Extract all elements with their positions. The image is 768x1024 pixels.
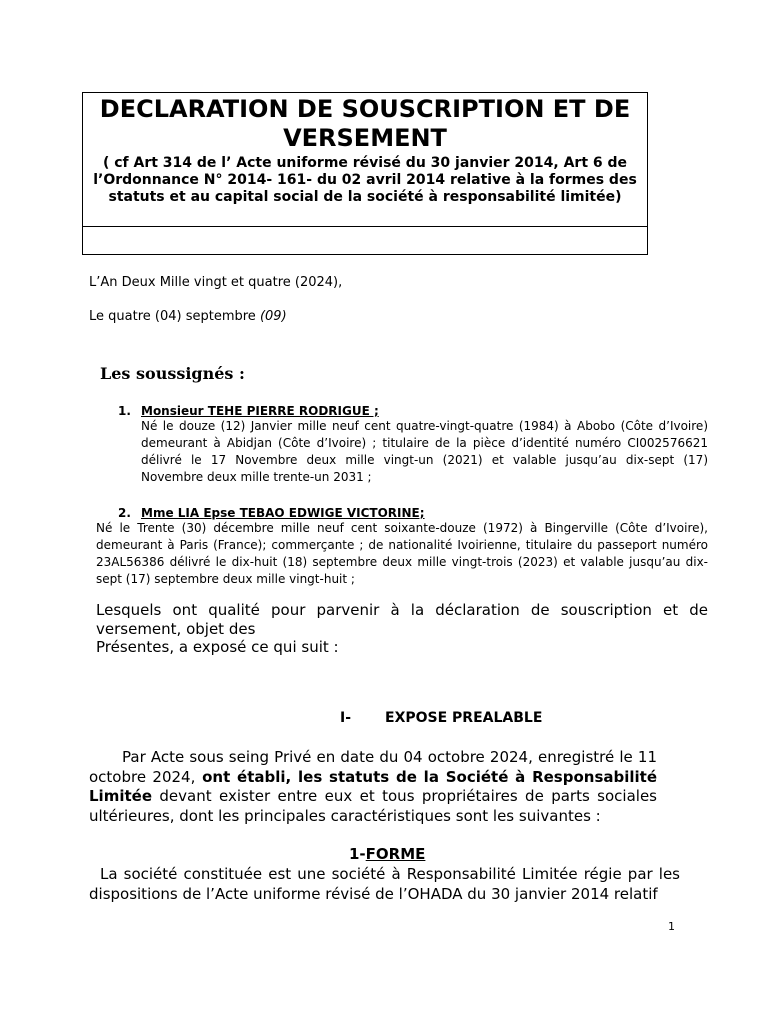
person-2-name: Mme LIA Epse TEBAO EDWIGE VICTORINE; bbox=[141, 506, 425, 520]
forme-title: FORME bbox=[365, 845, 426, 863]
title-box-header bbox=[83, 93, 647, 227]
expose-text-bold: ont établi, les statuts de la Société à Responsabilité Limitée bbox=[89, 767, 657, 805]
person-2-details: Né le Trente (30) décembre mille neuf cent soixante-douze (1972) à Bingerville (Côte d’Ivoire), demeurant à Paris (France); commerçante ; de nationalité Ivoirienne, titulaire du passeport numéro 23AL56386 délivré le dix-huit (18) septembre deux mille vingt-trois (2023) et valable jusqu’au dix-sept (17) septembre deux mille vingt-huit ; bbox=[96, 521, 708, 586]
forme-number: 1- bbox=[349, 845, 366, 863]
document-subtitle: ( cf Art 314 de l’ Acte uniforme révisé du 30 janvier 2014, Art 6 de l’Ordonnance N° 2014- 161- du 02 avril 2014 relative à la formes des statuts et au capital social de la société à responsabilité limitée) bbox=[93, 155, 637, 205]
person-1-details: Né le douze (12) Janvier mille neuf cent quatre-vingt-quatre (1984) à Abobo (Côte d’Ivoire) demeurant à Abidjan (Côte d’Ivoire) ; titulaire de la pièce d’identité numéro CI002576621 délivré le 17 Novembre deux mille vingt-un (2021) et valable jusqu’au dix-sept (17) Novembre deux mille trente-un 2031 ; bbox=[141, 419, 708, 484]
forme-paragraph: La société constituée est une société à Responsabilité Limitée régie par les dispositions de l’Acte uniforme révisé de l’OHADA du 30 janvier 2014 relatif bbox=[89, 865, 680, 903]
person-1-number: 1. bbox=[118, 404, 131, 418]
date-line bbox=[89, 308, 287, 325]
soussignes-heading: Les soussignés : bbox=[100, 364, 245, 383]
person-1-name: Monsieur TEHE PIERRE RODRIGUE ; bbox=[141, 404, 379, 418]
section-1-number: I- bbox=[340, 710, 352, 726]
expose-text-start: Par Acte sous seing Privé en date du 04 octobre 2024, enregistré le 11 octobre 2024, bbox=[89, 748, 657, 786]
lesquels-paragraph: Lesquels ont qualité pour parvenir à la déclaration de souscription et de versement, objet des bbox=[96, 601, 708, 638]
person-2-number: 2. bbox=[118, 506, 131, 520]
title-box bbox=[82, 92, 648, 255]
expose-text-end: devant exister entre eux et tous propriétaires de parts sociales ultérieures, dont les principales caractéristiques sont les suivantes : bbox=[89, 787, 657, 825]
document-title: DECLARATION DE SOUSCRIPTION ET DE VERSEMENT bbox=[99, 95, 631, 152]
year-line: L’An Deux Mille vingt et quatre (2024), bbox=[89, 275, 343, 290]
date-month-number: (09) bbox=[259, 309, 287, 324]
forme-heading bbox=[349, 845, 425, 864]
expose-paragraph bbox=[89, 748, 657, 826]
date-text: Le quatre (04) septembre bbox=[89, 309, 256, 324]
presentes-line: Présentes, a exposé ce qui suit : bbox=[96, 638, 339, 656]
section-1-title: EXPOSE PREALABLE bbox=[385, 710, 543, 726]
page-number: 1 bbox=[668, 920, 675, 933]
